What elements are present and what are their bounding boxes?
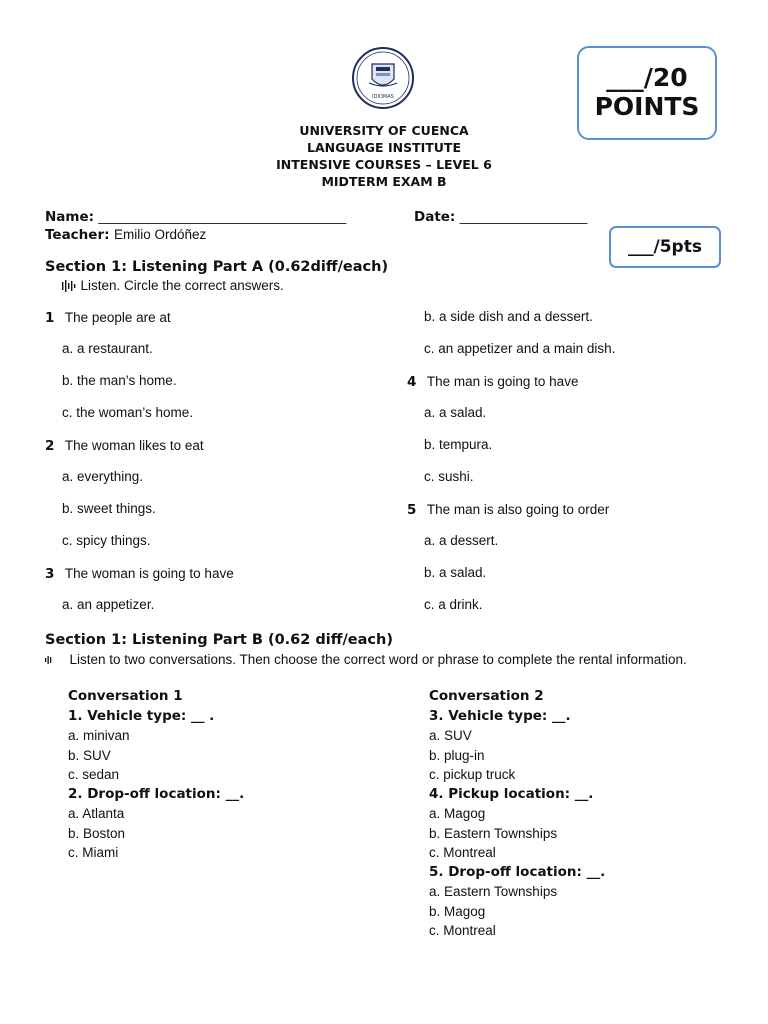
header-course: INTENSIVE COURSES – LEVEL 6: [276, 157, 492, 172]
name-label: Name:: [45, 209, 95, 225]
conv2-q4-option-a[interactable]: a. Magog: [429, 806, 486, 821]
q3-option-c[interactable]: c. an appetizer and a main dish.: [424, 341, 616, 356]
question-1: [45, 309, 171, 327]
conv1-q2-option-a[interactable]: a. Atlanta: [68, 806, 125, 821]
conversation-2-title: Conversation 2: [429, 688, 544, 704]
question-5: [407, 501, 609, 519]
teacher-row: [45, 226, 206, 244]
header-exam: MIDTERM EXAM B: [321, 174, 447, 189]
date-label: Date:: [414, 209, 456, 225]
date-row: [414, 208, 587, 226]
points-label: POINTS: [594, 92, 700, 121]
date-field[interactable]: _________________: [459, 209, 588, 224]
q2-option-c[interactable]: c. spicy things.: [62, 533, 151, 548]
teacher-name: Emilio Ordóñez: [113, 227, 207, 242]
total-score-box: [577, 46, 717, 140]
conv1-q2-option-b[interactable]: b. Boston: [68, 825, 126, 841]
conv2-q4-option-b[interactable]: b. Eastern Townships: [429, 825, 558, 841]
header-institute: LANGUAGE INSTITUTE: [307, 140, 461, 155]
conv2-q5-option-a[interactable]: a. Eastern Townships: [429, 884, 558, 899]
question-2: [45, 437, 204, 455]
conv2-question-5: 5. Drop-off location: __.: [429, 863, 606, 880]
conv1-q1-option-b[interactable]: b. SUV: [68, 747, 111, 763]
q2-option-a[interactable]: a. everything.: [62, 469, 144, 484]
conv2-q3-option-c[interactable]: c. pickup truck: [429, 767, 516, 782]
question-stem: The woman is going to have: [64, 566, 234, 581]
question-number: 1: [45, 310, 55, 326]
q4-option-c[interactable]: c. sushi.: [424, 469, 474, 484]
conversation-1-title: Conversation 1: [68, 688, 183, 704]
q3-option-a[interactable]: a. an appetizer.: [62, 597, 155, 612]
question-3: [45, 565, 234, 583]
conv2-q5-option-c[interactable]: c. Montreal: [429, 923, 496, 938]
conversation-1: [68, 687, 244, 863]
conversation-2: [429, 687, 605, 941]
part-b-instruction-row: [45, 651, 687, 670]
question-number: 2: [45, 438, 55, 454]
part-a-instruction-row: [62, 277, 284, 297]
part-a-title: Section 1: Listening Part A (0.62diff/each): [45, 259, 389, 275]
conv1-question-1: 1. Vehicle type: __ .: [68, 707, 215, 724]
q4-option-a[interactable]: a. a salad.: [424, 405, 487, 420]
part-a-instruction: Listen. Circle the correct answers.: [80, 278, 284, 293]
q1-option-c[interactable]: c. the woman’s home.: [62, 405, 194, 420]
q5-option-a[interactable]: a. a dessert.: [424, 533, 499, 548]
svg-text:IDIOMAS: IDIOMAS: [372, 94, 394, 100]
conv2-question-3: 3. Vehicle type: __.: [429, 707, 571, 724]
question-stem: The woman likes to eat: [64, 438, 204, 453]
q1-option-a[interactable]: a. a restaurant.: [62, 341, 153, 356]
q5-option-b[interactable]: b. a salad.: [424, 565, 487, 580]
teacher-label: Teacher:: [45, 227, 110, 243]
conv1-q1-option-a[interactable]: a. minivan: [68, 728, 130, 743]
part-b-instruction: Listen to two conversations. Then choose the correct word or phrase to complete the rental information.: [69, 652, 687, 667]
audio-icon: [45, 652, 53, 670]
q1-option-b[interactable]: b. the man’s home.: [62, 373, 177, 388]
header-university: UNIVERSITY OF CUENCA: [299, 123, 469, 138]
conv2-q3-option-a[interactable]: a. SUV: [429, 728, 472, 743]
section-score-box: ___/5pts: [609, 226, 721, 268]
question-stem: The people are at: [64, 310, 171, 325]
question-number: 5: [407, 502, 417, 518]
conv2-q5-option-b[interactable]: b. Magog: [429, 903, 486, 919]
part-b-title: Section 1: Listening Part B (0.62 diff/each): [45, 632, 393, 648]
university-seal-logo: [352, 47, 414, 109]
q2-option-b[interactable]: b. sweet things.: [62, 501, 156, 516]
audio-icon: [62, 279, 76, 297]
name-field[interactable]: _________________________________: [98, 209, 347, 224]
question-stem: The man is going to have: [426, 374, 579, 389]
conv2-q4-option-c[interactable]: c. Montreal: [429, 845, 496, 860]
conv1-q2-option-c[interactable]: c. Miami: [68, 845, 119, 860]
conv2-question-4: 4. Pickup location: __.: [429, 785, 594, 802]
q3-option-b[interactable]: b. a side dish and a dessert.: [424, 309, 593, 324]
question-number: 4: [407, 374, 417, 390]
total-score-blank: ___/20: [606, 63, 688, 92]
conv2-q3-option-b[interactable]: b. plug-in: [429, 747, 485, 763]
question-number: 3: [45, 566, 55, 582]
conv1-q1-option-c[interactable]: c. sedan: [68, 767, 120, 782]
conv1-question-2: 2. Drop-off location: __.: [68, 785, 245, 802]
name-row: [45, 208, 346, 226]
question-4: [407, 373, 578, 391]
q5-option-c[interactable]: c. a drink.: [424, 597, 483, 612]
q4-option-b[interactable]: b. tempura.: [424, 437, 493, 452]
question-stem: The man is also going to order: [426, 502, 610, 517]
